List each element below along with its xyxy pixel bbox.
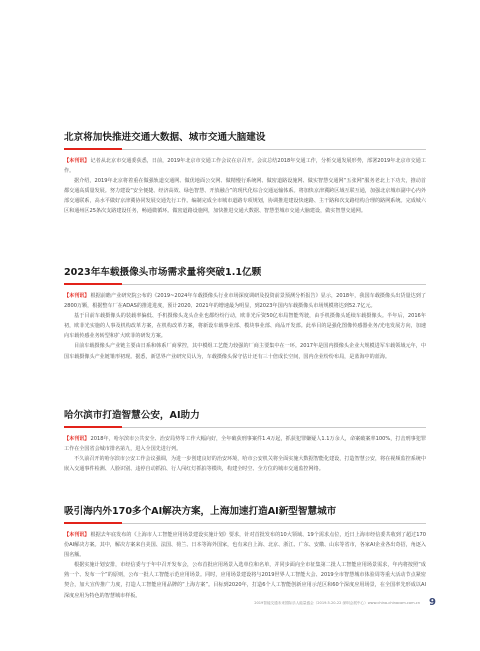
red-accent-rule <box>64 148 122 150</box>
article-paragraph: 不久前召开的哈尔滨市公安工作会议强调，为进一步创建良好的治安环境，哈市公安机关将全面实施大数据智能化建设，打造智慧公安，将在视频监控系统中嵌入交通事件检测、人脸识别、违停自动抓拍、行人闯红灯抓拍等模块，构建全时空、全方位的城市交通监控网络。 <box>64 456 426 473</box>
article-beijing-traffic <box>64 131 426 217</box>
page-footer <box>64 597 436 610</box>
article-paragraph <box>64 291 426 311</box>
article-shanghai-ai-city <box>64 505 426 601</box>
red-accent-rule <box>64 522 122 524</box>
article-paragraph <box>64 434 426 454</box>
paragraph-text: 2018年，哈尔滨市公共安全、治安局势等工作大幅向好，全年破获刑事案件1.4万起，抓获犯罪嫌疑人1.1万余人，命案破案率100%，打击刑事犯罪工作在全国省会城市排名第九，进入全国先进行列。 <box>64 436 426 453</box>
article-paragraph <box>64 156 426 176</box>
news-tag: 【本刊讯】 <box>64 293 90 299</box>
news-tag: 【本刊讯】 <box>64 158 90 164</box>
red-accent-rule <box>64 426 122 428</box>
paragraph-text: 记者从北京市交通委获悉，日前，2019年北京市交通工作会议在京召开。会议总结2018年交通工作，分析交通发展形势，部署2019年北京市交通工作。 <box>64 158 426 175</box>
article-vehicle-camera <box>64 266 426 362</box>
footer-text: 2019智能交通未来国际乐人能量盛会（2019.5.20-22 深圳会展中心）www.china-chinacom.com.cn <box>254 601 420 605</box>
article-harbin-smart-police <box>64 409 426 474</box>
paragraph-text: 根据前瞻产业研究院公布的《2019~2024年车载摄像头行业市场深度调研及投资前景预测分析报告》显示，2018年，我国车载摄像头出货量达到了2800万颗，根据整车厂在ADAS的推进进度，预计2020、2021年的增速最为明显，到2023年国内车载摄像头市场规模将达到52.7亿元。 <box>64 293 426 310</box>
paragraph-text: 根据去年底发布的《上海市人工智能应用场景建设实施计划》要求，针对首批发布的10大领域、19个需求点位，近日上海市经信委共收到了超过170份AI解决方案。其中，解决方案来自美国、法国、荷兰、日本等海外国家，也有来自上海、北京、浙江、广东、安徽、山东等省市，各家AI企业各出奇招，角逐入围名额。 <box>64 532 426 559</box>
section-title: 2023年车载摄像头市场需求量将突破1.1亿颗 <box>64 267 262 278</box>
article-paragraph <box>64 530 426 560</box>
section-title: 吸引海内外170多个AI解决方案，上海加速打造AI新型智慧城市 <box>64 506 337 517</box>
section-header <box>64 505 426 524</box>
article-paragraph: 根据实施计划安排，市经信委与于年中召开发布会，公布首批应用场景入选单位和名单，并同步面向全市征集第二批人工智能应用场景需求，年内将按照“成熟一个、发布一个”的原则，公布一批人工智能示范应用场景。同时，应用场景建设将与2019世界人工智能大会、2019全市智慧城市体验周等重大活动节点紧密契合，加大宣传推广力度，打造人工智能应用品牌的“上海方案”。目标到2020年，打造6个人工智能创新应用示范区和60个深度应用场景，在全国率先形成以AI深度应用为特色的智慧城市样板。 <box>64 562 426 599</box>
article-paragraph: 基于目前车载摄像头的装载率偏低、手机摄像头龙头企业也都纷纷行动，欧菲光斥资50亿布局智能驾驶，由手机摄像头延续车载摄像头。半年后，2016年初，欧菲光实施的人事及机构改革方案，在机构改革方案，将新设车载事业部、模块事业部、商品开发部。此举目的是强化图像传感器业务/光电发展方向，加速向车载传感业务转型和扩大欧菲的研发方案。 <box>64 313 426 340</box>
section-title: 北京将加快推进交通大数据、城市交通大脑建设 <box>64 132 266 143</box>
section-title: 哈尔滨市打造智慧公安，AI助力 <box>64 410 200 421</box>
section-header <box>64 131 426 150</box>
news-tag: 【本刊讯】 <box>64 436 90 442</box>
news-tag: 【本刊讯】 <box>64 532 90 538</box>
article-paragraph: 据介绍，2019年北京将着重在做强轨道交通网、做优地面公交网、做精慢行系统网、做密道路设施网、做实智慧交通网“五张网”服务老北上下功夫，推动首都交通高质量发展。努力建设“安全便捷、经济高效、绿色智慧、开放融合”的现代化综合交通运输体系。将加快京津冀跨区域互联互通，加强北京城市副中心内外部交通联系，高水平做好京津冀协同发展交通先行工作。编制完成全市城市道路专项规划，协调推进建设快速路、主干路和次支路结构合理的路网系统。完成城六区和通州区25条次支路建设任务，畅通微循环。做密道路设施网，加快推进交通大数据、智慧型城市交通大脑建设，做实智慧交通网。 <box>64 178 426 215</box>
article-paragraph: 目前车载摄像头产业链主要由日系和韩系厂商掌控，其中模组工艺能力较强的厂商主要集中在一环。2017年是国内摄像头企业大规模进军车载领域元年，中国车载摄像头产业链雏形初现。据悉，新思界产业研究员认为，车载摄像头保守估计还有三十倍成长空间，国内企业纷纷布局，是蓝海中的蓝海。 <box>64 343 426 360</box>
section-header <box>64 409 426 428</box>
section-header <box>64 266 426 285</box>
page-number: 9 <box>429 597 436 608</box>
red-accent-rule <box>64 283 122 285</box>
